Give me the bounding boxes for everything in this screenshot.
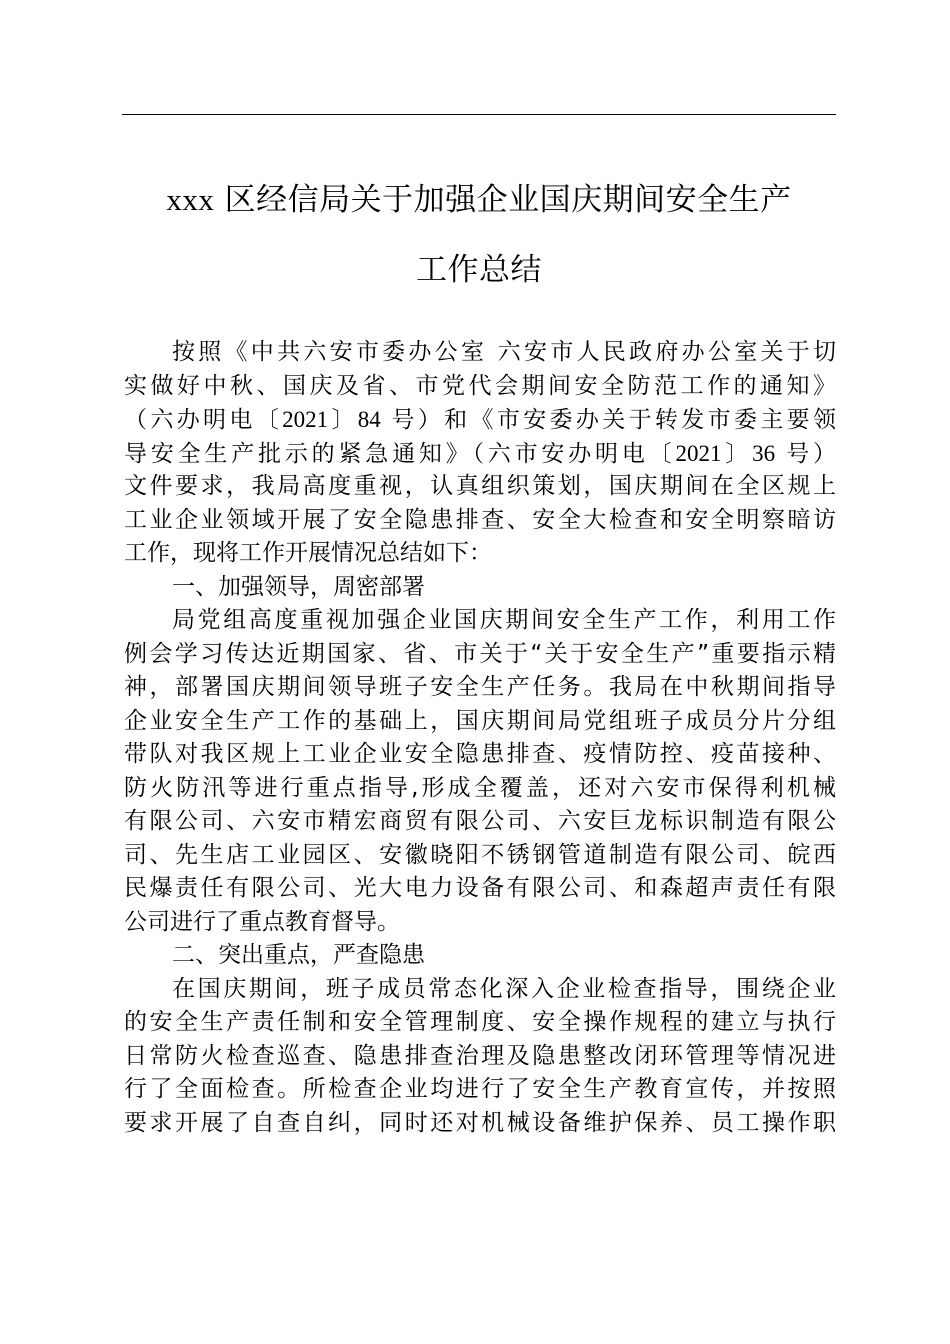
section-heading: 二、突出重点，严查隐患 (172, 942, 425, 968)
paragraph-line: 企业安全生产工作的基础上，国庆期间局党组班子成员分片分组 (124, 707, 836, 734)
paragraph-line: 司、先生店工业园区、安徽晓阳不锈钢管道制造有限公司、皖西 (124, 841, 836, 868)
paragraph-line: 局党组高度重视加强企业国庆期间安全生产工作，利用工作 (172, 607, 836, 633)
paragraph-line: 实做好中秋、国庆及省、市党代会期间安全防范工作的通知》 (124, 372, 836, 399)
paragraph-line: 例会学习传达近期国家、省、市关于“关于安全生产”重要指示精 (124, 640, 836, 667)
paragraph-line: 日常防火检查巡查、隐患排查治理及隐患整改闭环管理等情况进 (124, 1042, 836, 1069)
header-rule (122, 114, 836, 115)
paragraph-line: 神，部署国庆期间领导班子安全生产任务。我局在中秋期间指导 (124, 674, 836, 700)
document-title-line-2: 工作总结 (416, 252, 542, 288)
paragraph-line: 防火防汛等进行重点指导,形成全覆盖，还对六安市保得利机械 (124, 774, 836, 801)
paragraph-line: 行了全面检查。所检查企业均进行了安全生产教育宣传，并按照 (124, 1076, 836, 1102)
paragraph-line: （六办明电〔2021〕84 号）和《市安委办关于转发市委主要领 (124, 407, 837, 433)
paragraph-line: 导安全生产批示的紧急通知》（六市安办明电〔2021〕36 号） (124, 440, 837, 467)
document-body (124, 336, 836, 1140)
paragraph-line: 的安全生产责任制和安全管理制度、安全操作规程的建立与执行 (124, 1009, 836, 1035)
document-title-line-1: xxx 区经信局关于加强企业国庆期间安全生产 (166, 182, 792, 218)
paragraph-line: 公司进行了重点教育督导。 (124, 908, 400, 935)
paragraph-line: 文件要求，我局高度重视，认真组织策划，国庆期间在全区规上 (124, 473, 836, 499)
section-heading: 一、加强领导，周密部署 (172, 573, 425, 600)
paragraph-line: 工业企业领域开展了安全隐患排查、安全大检查和安全明察暗访 (124, 506, 836, 533)
paragraph-line: 民爆责任有限公司、光大电力设备有限公司、和森超声责任有限 (124, 875, 836, 901)
paragraph-line: 带队对我区规上工业企业安全隐患排查、疫情防控、疫苗接种、 (124, 741, 836, 767)
paragraph-line: 有限公司、六安市精宏商贸有限公司、六安巨龙标识制造有限公 (124, 808, 836, 834)
paragraph-line: 在国庆期间，班子成员常态化深入企业检查指导，围绕企业 (172, 975, 836, 1002)
paragraph-line: 要求开展了自查自纠，同时还对机械设备维护保养、员工操作职 (124, 1109, 836, 1136)
paragraph-line: 按照《中共六安市委办公室 六安市人民政府办公室关于切 (172, 339, 836, 365)
paragraph-line: 工作，现将工作开展情况总结如下： (124, 540, 492, 566)
